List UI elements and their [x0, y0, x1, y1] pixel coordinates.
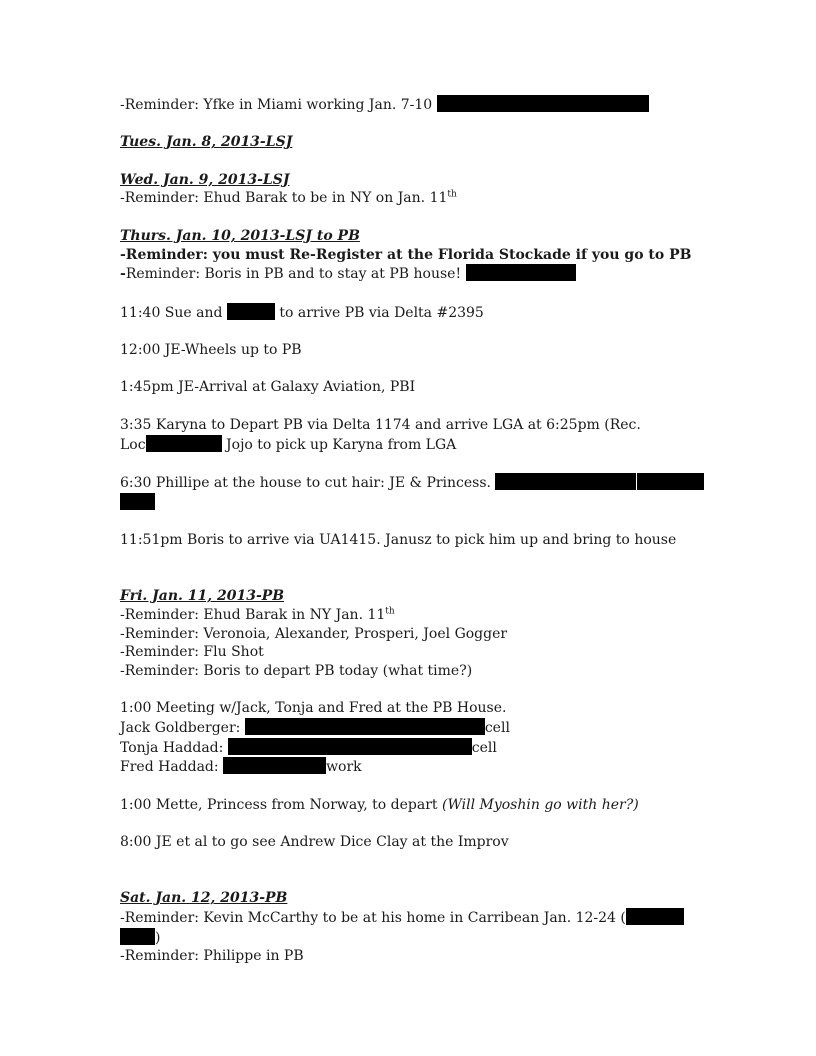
- redaction-continuation: ): [120, 928, 710, 948]
- redaction-box: [245, 718, 485, 735]
- entry-meeting: 1:00 Meeting w/Jack, Tonja and Fred at the PB House.: [120, 700, 507, 717]
- redaction-box: [637, 473, 704, 490]
- redaction-box: [223, 757, 326, 774]
- reminder-stockade: -Reminder: you must Re-Register at the Florida Stockade if you go to PB: [120, 246, 692, 263]
- reminder-yfke: -Reminder: Yfke in Miami working Jan. 7-10: [120, 95, 710, 115]
- entry-galaxy-arrival: 1:45pm JE-Arrival at Galaxy Aviation, PBI: [120, 379, 416, 396]
- redaction-box: [495, 473, 636, 490]
- entry-phillipe-haircut: 6:30 Phillipe at the house to cut hair: JE & Princess.: [120, 473, 710, 493]
- contact-tonja: Tonja Haddad: cell: [120, 739, 497, 756]
- contact-jack: Jack Goldberger: cell: [120, 720, 510, 737]
- reminder-veronoia: -Reminder: Veronoia, Alexander, Prosperi, Joel Gogger: [120, 625, 508, 642]
- reminder-ehud-barak: -Reminder: Ehud Barak to be in NY on Jan. 11th: [120, 189, 457, 207]
- day-heading-thu: Thurs. Jan. 10, 2013-LSJ to PB: [120, 227, 360, 244]
- entry-boris-arrival: 11:51pm Boris to arrive via UA1415. Janusz to pick him up and bring to house: [120, 532, 677, 549]
- redaction-continuation: [120, 493, 710, 513]
- redaction-box: [227, 303, 275, 320]
- reminder-philippe: -Reminder: Philippe in PB: [120, 948, 304, 965]
- redaction-box: [466, 264, 576, 281]
- day-heading-fri: Fri. Jan. 11, 2013-PB: [120, 588, 285, 605]
- entry-karyna-pickup: Loc Jojo to pick up Karyna from LGA: [120, 436, 457, 453]
- entry-mette-depart: 1:00 Mette, Princess from Norway, to depart (Will Myoshin go with her?): [120, 796, 639, 813]
- redaction-box: [120, 928, 155, 945]
- entry-dice-clay: 8:00 JE et al to go see Andrew Dice Clay at the Improv: [120, 834, 509, 851]
- entry-sue-arrival: 11:40 Sue and to arrive PB via Delta #2395: [120, 304, 484, 321]
- calendar-page: [120, 95, 710, 966]
- day-heading-tue: Tues. Jan. 8, 2013-LSJ: [120, 134, 293, 151]
- reminder-ehud-barak-ny: -Reminder: Ehud Barak in NY Jan. 11th: [120, 606, 395, 623]
- reminder-boris-house: -Reminder: Boris in PB and to stay at PB house!: [120, 264, 710, 284]
- day-heading-sat: Sat. Jan. 12, 2013-PB: [120, 890, 288, 907]
- redaction-box: [437, 95, 649, 112]
- redaction-box: [228, 738, 472, 755]
- contact-fred: Fred Haddad: work: [120, 759, 362, 776]
- day-heading-wed: Wed. Jan. 9, 2013-LSJ: [120, 171, 290, 188]
- redaction-box: [626, 908, 684, 925]
- redaction-box: [146, 435, 222, 452]
- redaction-box: [120, 493, 155, 510]
- entry-karyna-depart: 3:35 Karyna to Depart PB via Delta 1174 and arrive LGA at 6:25pm (Rec.: [120, 416, 641, 433]
- reminder-flu-shot: -Reminder: Flu Shot: [120, 644, 264, 661]
- reminder-boris-depart: -Reminder: Boris to depart PB today (what time?): [120, 662, 473, 679]
- entry-wheels-up: 12:00 JE-Wheels up to PB: [120, 342, 302, 359]
- reminder-kevin-mccarthy: -Reminder: Kevin McCarthy to be at his home in Carribean Jan. 12-24 (: [120, 908, 710, 928]
